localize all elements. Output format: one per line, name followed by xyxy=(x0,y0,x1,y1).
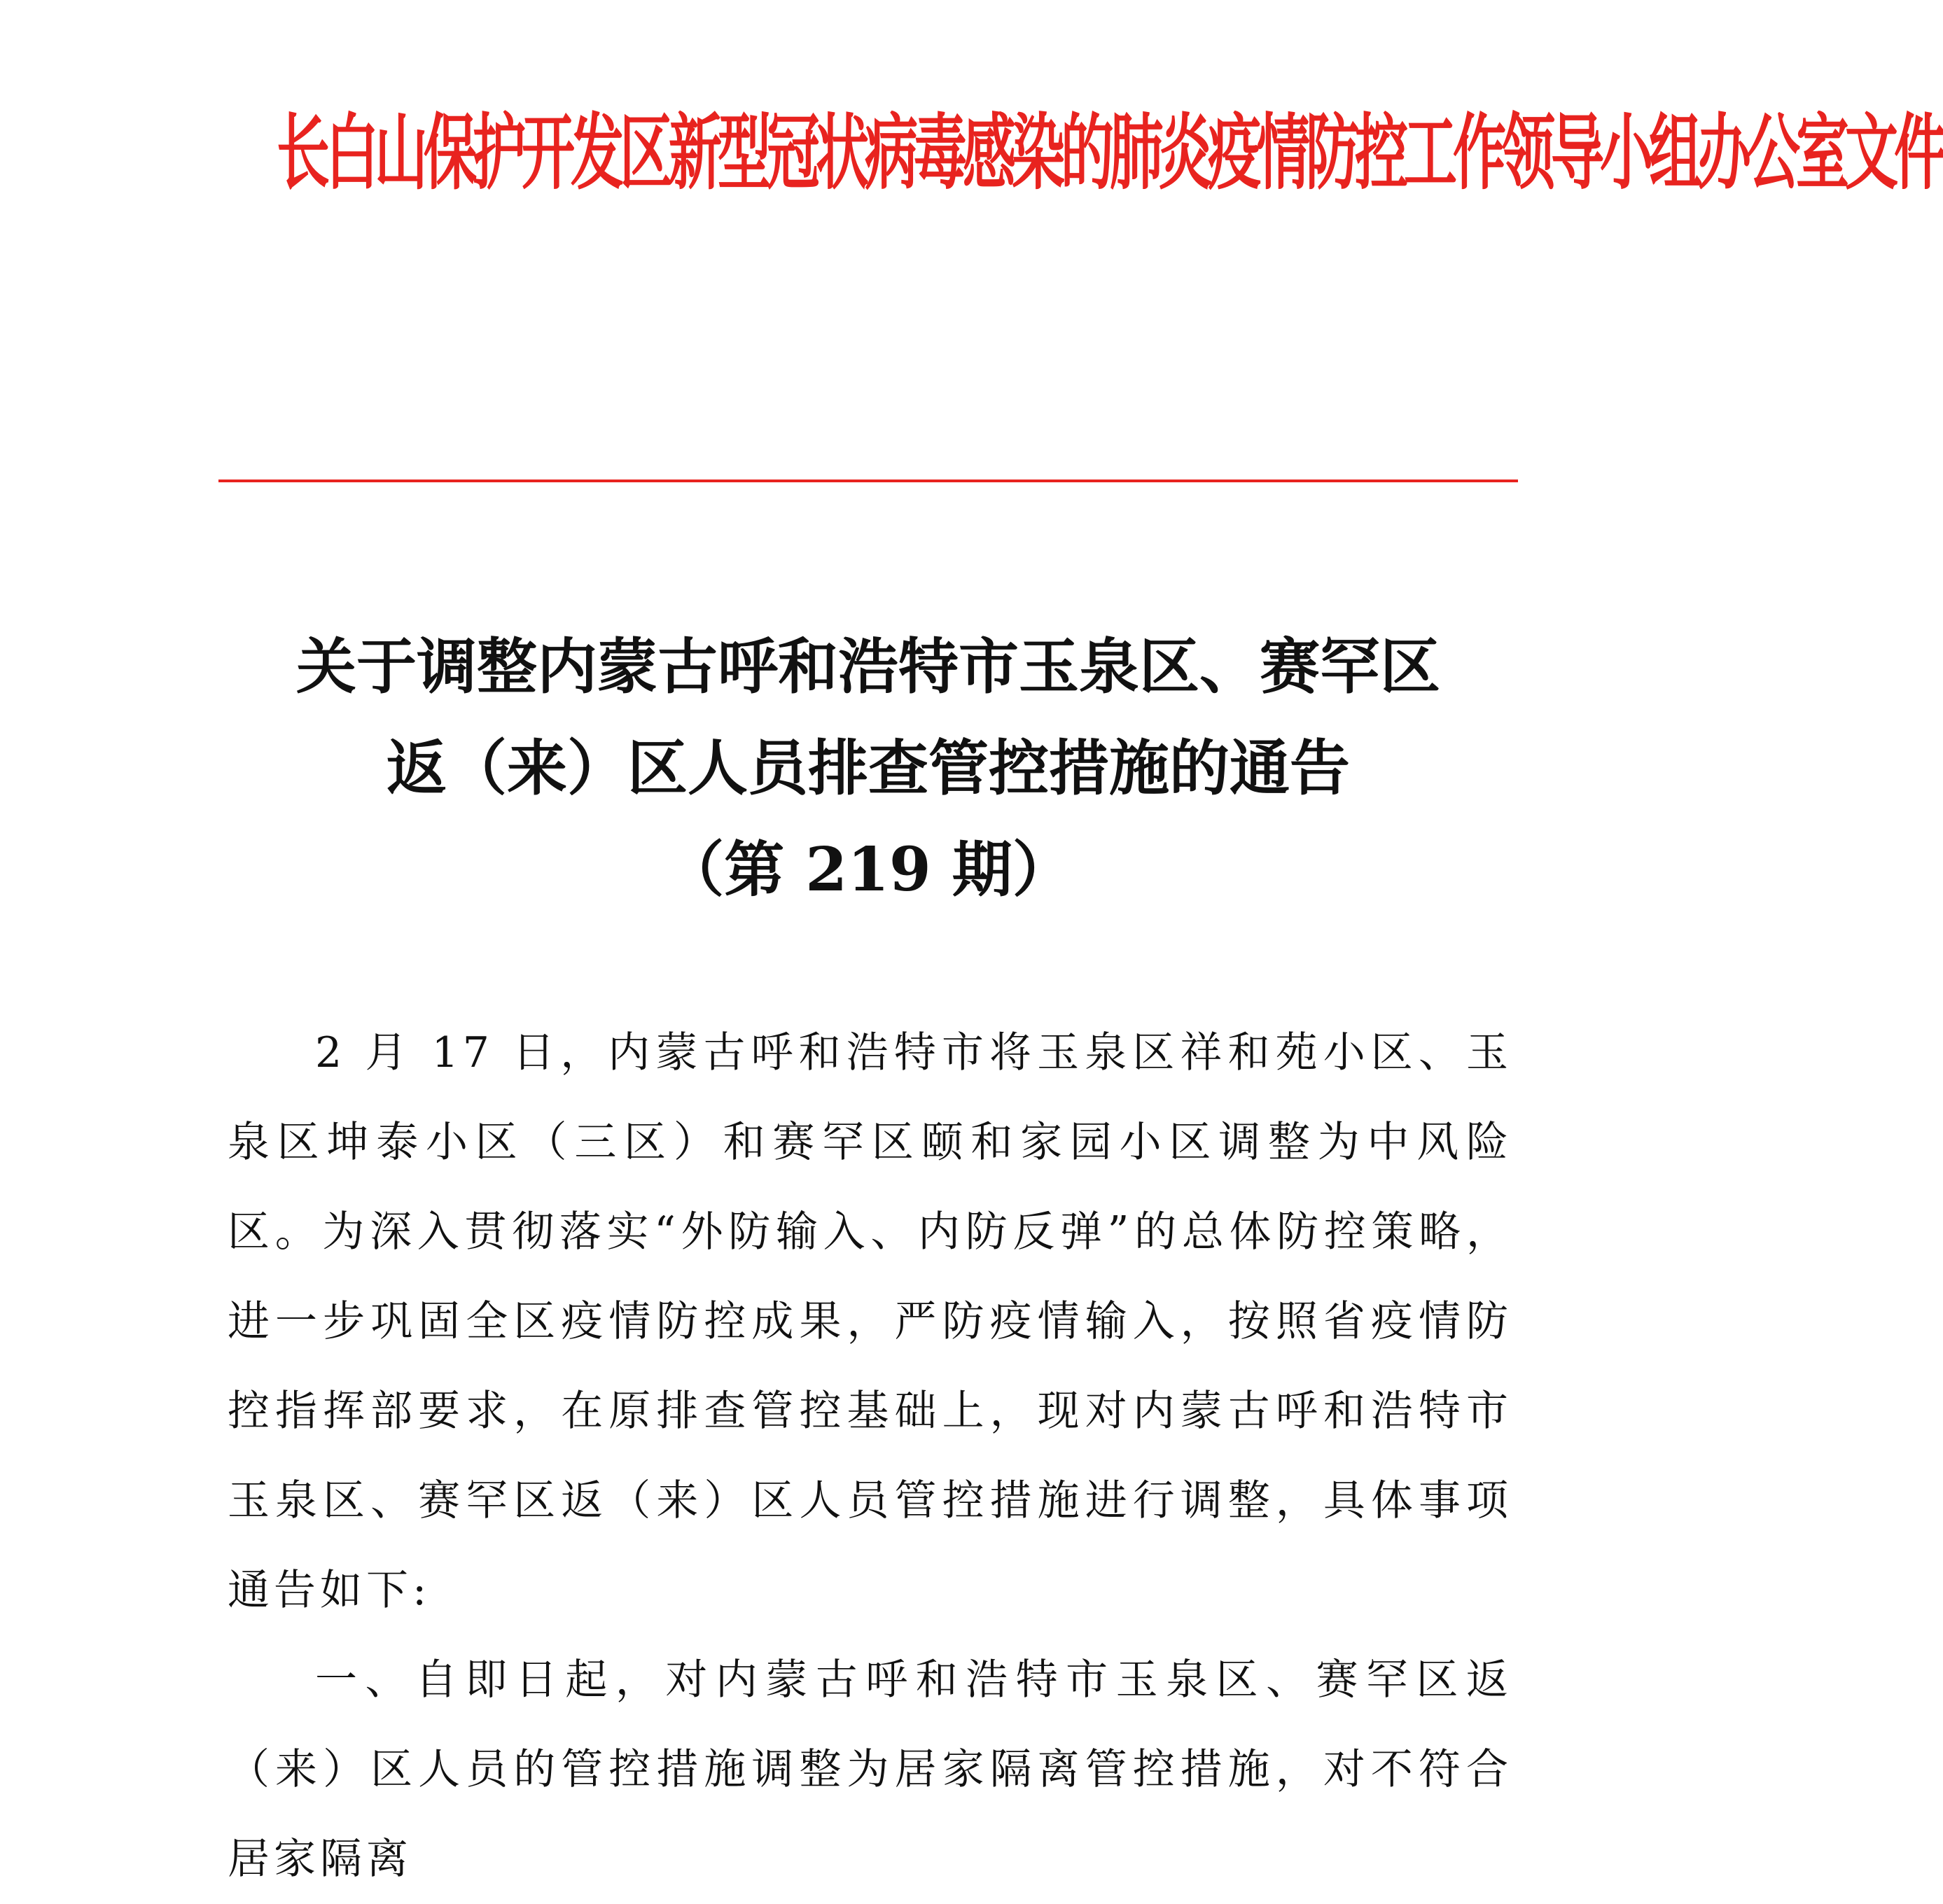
notice-body xyxy=(228,1008,1512,1904)
notice-title-line-1: 关于调整内蒙古呼和浩特市玉泉区、赛罕区 xyxy=(296,631,1440,702)
issuing-office-header: 长白山保护开发区新型冠状病毒感染的肺炎疫情防控工作领导小组办公室文件 xyxy=(277,104,1943,202)
body-paragraph-1: 2 月 17 日，内蒙古呼和浩特市将玉泉区祥和苑小区、玉泉区坤泰小区（三区）和赛罕区颐和家园小区调整为中风险区。为深入贯彻落实“外防输入、内防反弹”的总体防控策略，进一步巩固全区疫情防控成果，严防疫情输入，按照省疫情防控指挥部要求，在原排查管控基础上，现对内蒙古呼和浩特市玉泉区、赛罕区返（来）区人员管控措施进行调整，具体事项通告如下: xyxy=(228,1028,1512,1615)
body-paragraph-2: 一、自即日起，对内蒙古呼和浩特市玉泉区、赛罕区返（来）区人员的管控措施调整为居家隔离管控措施，对不符合居家隔离 xyxy=(228,1656,1512,1884)
notice-issue-number: （第 219 期） xyxy=(664,834,1073,905)
red-separator-line xyxy=(218,479,1518,482)
notice-title-line-2: 返（来）区人员排查管控措施的通告 xyxy=(386,733,1350,804)
notice-title xyxy=(210,616,1526,920)
